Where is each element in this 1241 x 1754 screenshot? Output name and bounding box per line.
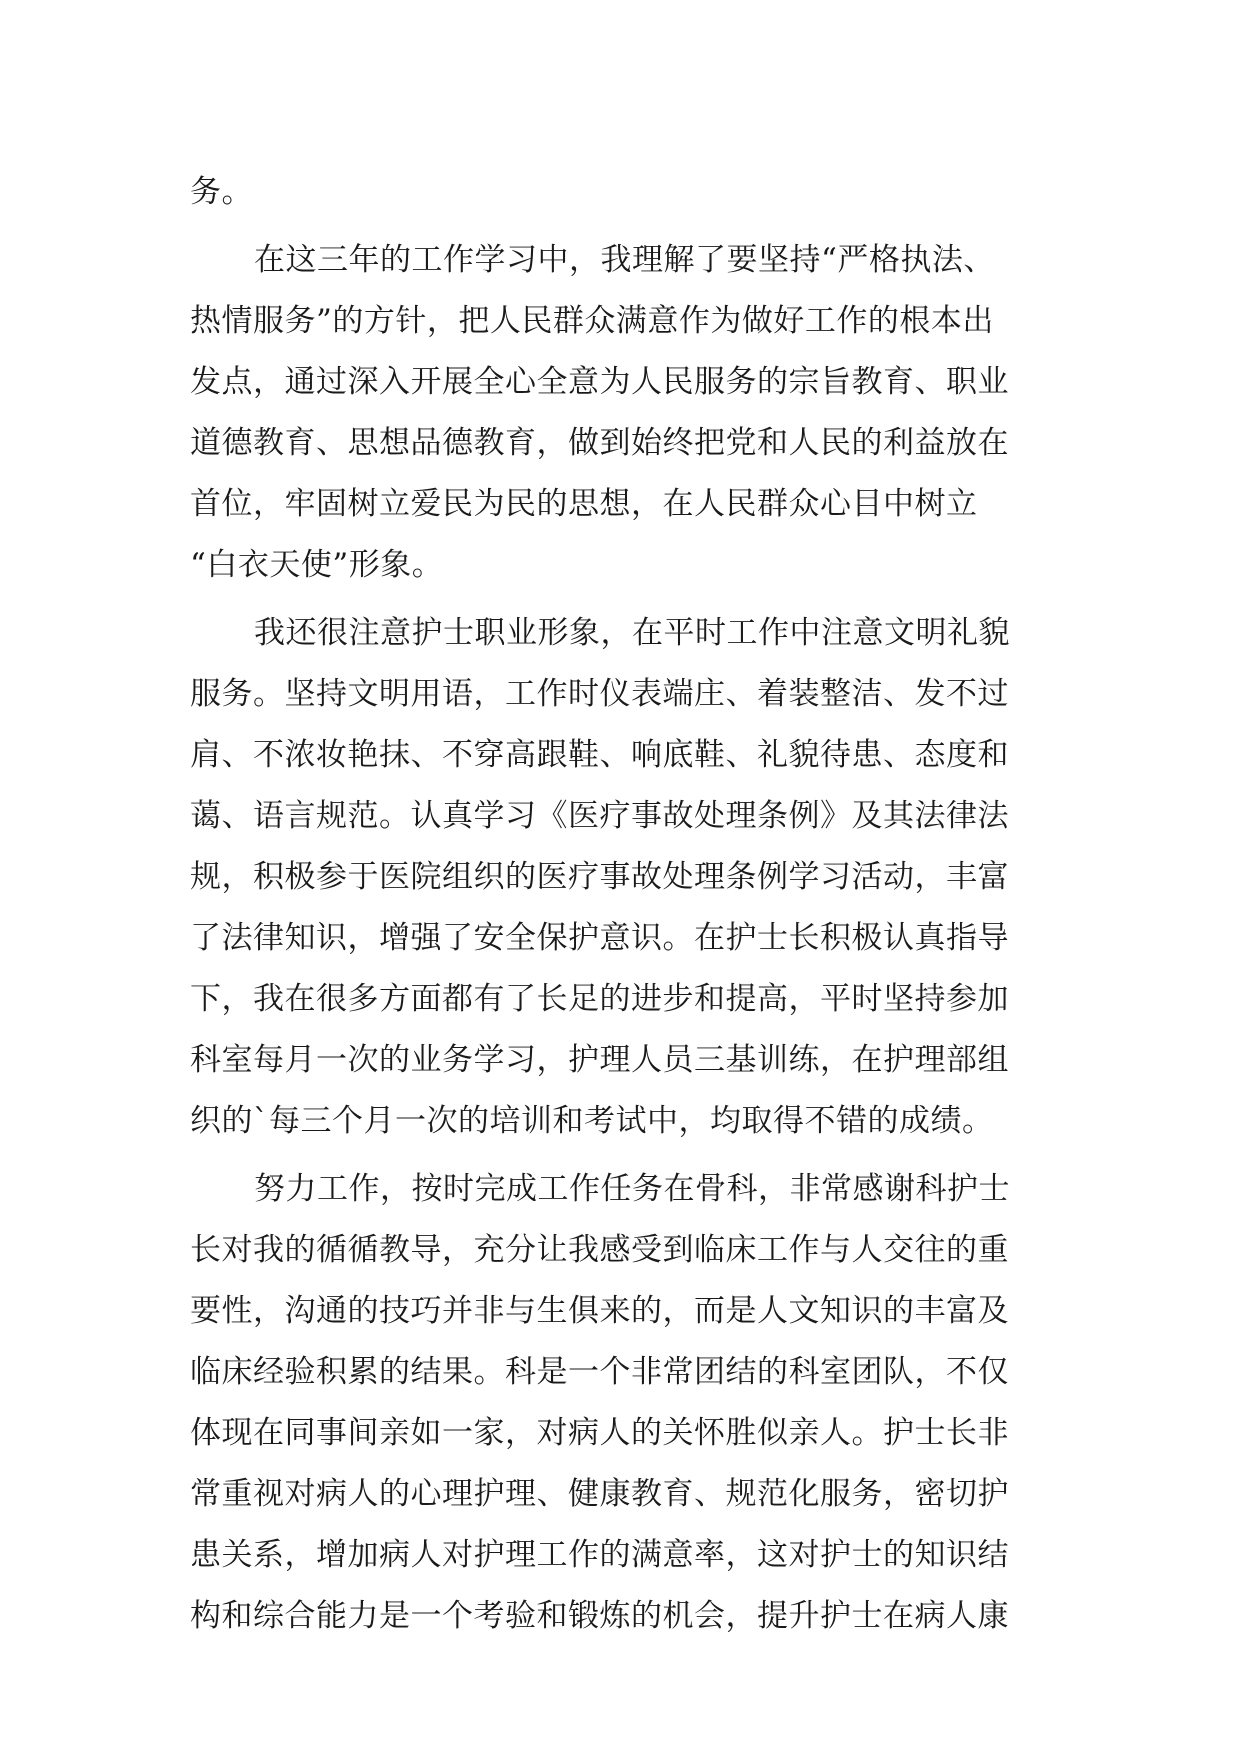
text-line: 织的`每三个月一次的培训和考试中，均取得不错的成绩。 — [190, 1103, 994, 1139]
paragraph-first-line: 我还很注意护士职业形象，在平时工作中注意文明礼貌 — [254, 615, 1010, 651]
text-line: 要性，沟通的技巧并非与生俱来的，而是人文知识的丰富及 — [190, 1293, 1009, 1329]
text-line: 常重视对病人的心理护理、健康教育、规范化服务，密切护 — [190, 1476, 1009, 1512]
text-line: 患关系，增加病人对护理工作的满意率，这对护士的知识结 — [190, 1537, 1009, 1573]
text-line: 蔼、语言规范。认真学习《医疗事故处理条例》及其法律法 — [190, 798, 1009, 834]
text-line: 规，积极参于医院组织的医疗事故处理条例学习活动，丰富 — [190, 859, 1009, 895]
paragraph-first-line: 在这三年的工作学习中，我理解了要坚持“严格执法、 — [254, 242, 995, 278]
text-line: 下，我在很多方面都有了长足的进步和提高，平时坚持参加 — [190, 981, 1009, 1017]
text-line: 长对我的循循教导，充分让我感受到临床工作与人交往的重 — [190, 1232, 1009, 1268]
text-line: 了法律知识，增强了安全保护意识。在护士长积极认真指导 — [190, 920, 1009, 956]
text-line: 道德教育、思想品德教育，做到始终把党和人民的利益放在 — [190, 425, 1009, 461]
text-line: 科室每月一次的业务学习，护理人员三基训练，在护理部组 — [190, 1042, 1009, 1078]
text-line: 服务。坚持文明用语，工作时仪表端庄、着装整洁、发不过 — [190, 676, 1009, 712]
text-line: 构和综合能力是一个考验和锻炼的机会，提升护士在病人康 — [190, 1598, 1009, 1634]
text-line: 发点，通过深入开展全心全意为人民服务的宗旨教育、职业 — [190, 364, 1009, 400]
text-line: 首位，牢固树立爱民为民的思想，在人民群众心目中树立 — [190, 486, 978, 522]
text-line: 临床经验积累的结果。科是一个非常团结的科室团队，不仅 — [190, 1354, 1009, 1390]
document-body — [190, 162, 1070, 1647]
paragraph-first-line: 努力工作，按时完成工作任务在骨科，非常感谢科护士 — [254, 1171, 1010, 1207]
text-line: 务。 — [190, 174, 253, 210]
text-line: 肩、不浓妆艳抹、不穿高跟鞋、响底鞋、礼貌待患、态度和 — [190, 737, 1009, 773]
text-line: “白衣天使”形象。 — [190, 547, 444, 583]
text-line: 热情服务”的方针，把人民群众满意作为做好工作的根本出 — [190, 303, 994, 339]
text-line: 体现在同事间亲如一家，对病人的关怀胜似亲人。护士长非 — [190, 1415, 1009, 1451]
